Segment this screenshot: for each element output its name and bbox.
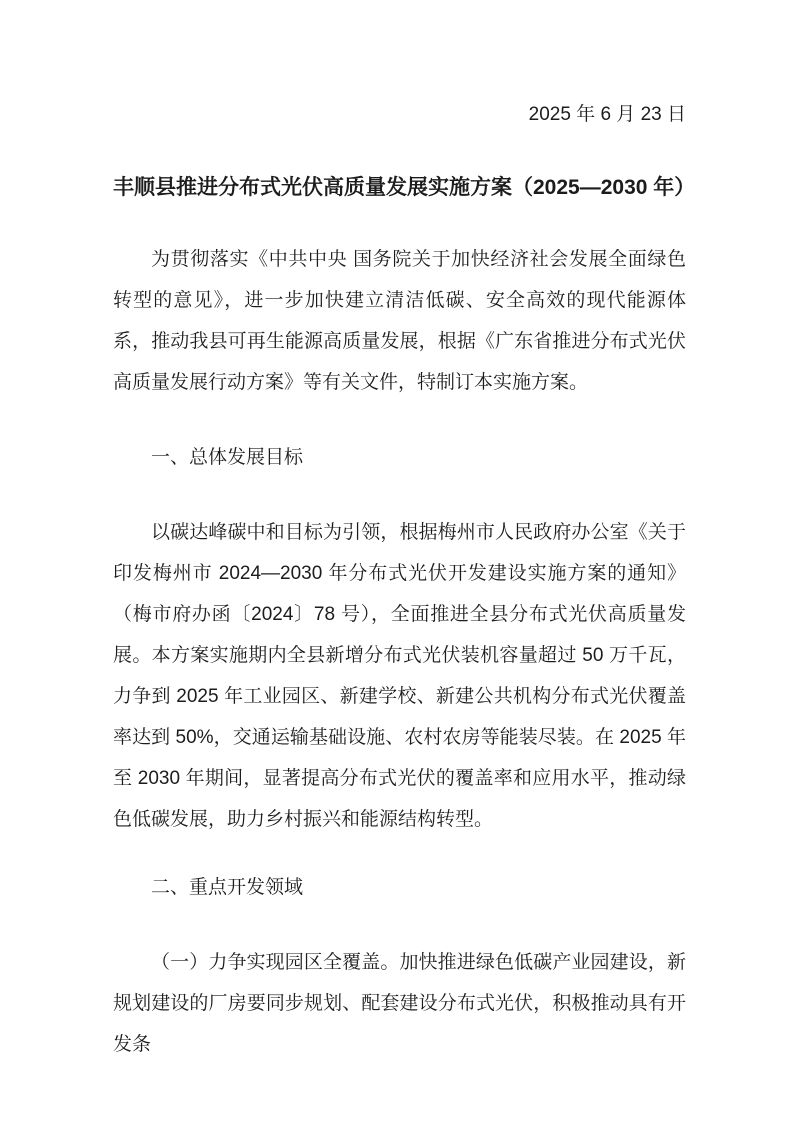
paragraph-intro: 为贯彻落实《中共中央 国务院关于加快经济社会发展全面绿色转型的意见》，进一步加快建立清洁低碳、安全高效的现代能源体系，推动我县可再生能源高质量发展，根据《广东省推进分布式光伏高质量发展行动方案》等有关文件，特制订本实施方案。 [113, 249, 686, 393]
document-title: 丰顺县推进分布式光伏高质量发展实施方案（2025—2030 年） [113, 176, 696, 199]
date-line: 2025 年 6 月 23 日 [528, 104, 686, 125]
paragraph-key-development-areas: （一）力争实现园区全覆盖。加快推进绿色低碳产业园建设，新规划建设的厂房要同步规划、配套建设分布式光伏，积极推动具有开发条 [113, 952, 686, 1055]
section-heading-key-development-areas: 二、重点开发领域 [151, 877, 304, 898]
section-heading-overall-goals: 一、总体发展目标 [151, 447, 304, 468]
paragraph-overall-goals: 以碳达峰碳中和目标为引领，根据梅州市人民政府办公室《关于印发梅州市 2024—2030 年分布式光伏开发建设实施方案的通知》（梅市府办函〔2024〕78 号），全面推进全县分布式光伏高质量发展。本方案实施期内全县新增分布式光伏装机容量超过 50 万千瓦，力争到 2025 年工业园区、新建学校、新建公共机构分布式光伏覆盖率达到 50%，交通运输基础设施、农村农房等能装尽装。在 2025 年至 2030 年期间，显著提高分布式光伏的覆盖率和应用水平，推动绿色低碳发展，助力乡村振兴和能源结构转型。 [113, 522, 686, 830]
